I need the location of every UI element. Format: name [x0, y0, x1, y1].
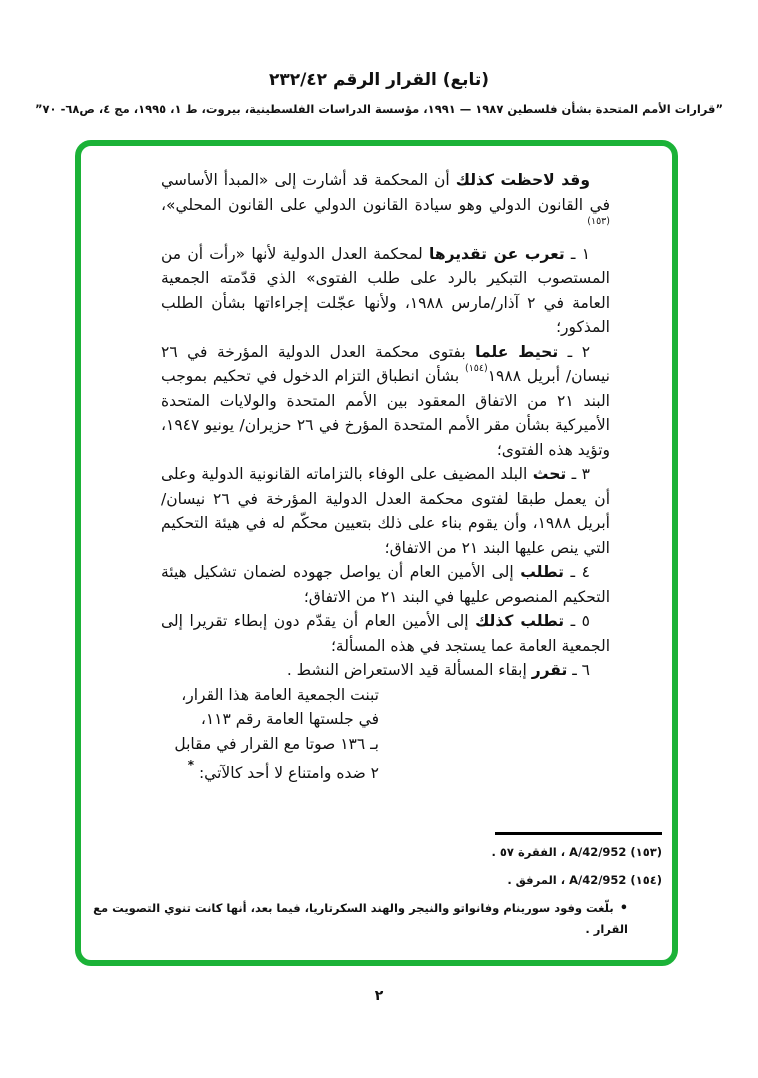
- item-number: ٣ ـ: [571, 465, 590, 483]
- adoption-line: في جلستها العامة رقم ١١٣،: [200, 710, 379, 728]
- item-text: إلى الأمين العام أن يقدّم دون إبطاء تقريرا إلى الجمعية العامة عما يستجد في هذه المسألة؛: [161, 612, 610, 655]
- preamble-text: أن المحكمة قد أشارت إلى «المبدأ الأساسي في القانون الدولي وهو سيادة القانون الدولي على القانون المحلي»،: [161, 171, 610, 214]
- adoption-line: [161, 756, 379, 786]
- item-text: البلد المضيف على الوفاء بالتزاماته القانونية الدولية وعلى أن يعمل طبقا لفتوى محكمة العدل الدولية المؤرخة في ٢٦ نيسان/ أبريل ١٩٨٨، وأن يقوم بناء على ذلك بتعيين محكّم له في هيئة التحكيم التي ينص عليها البند ٢١ من الاتفاق؛: [161, 465, 610, 557]
- item-text: بفتوى محكمة العدل الدولية المؤرخة في ٢٦ نيسان/ أبريل ١٩٨٨: [161, 342, 610, 385]
- green-border-frame: [75, 140, 678, 966]
- footnotes-section: [91, 832, 662, 940]
- footnote-154: (١٥٤) A/42/952 ، المرفق .: [507, 873, 662, 887]
- item-lead: تعرب عن تقديرها: [429, 244, 565, 263]
- source-citation: ”قرارات الأمم المتحدة بشأن فلسطين ١٩٨٧ — ١٩٩١، مؤسسة الدراسات الفلسطينية، بيروت، ط ١، ١٩٩٥، مج ٤، ص٦٨- ٧٠”: [34, 102, 724, 116]
- footnote-asterisk-text: بلّغت وفود سورينام وفانواتو والنيجر والهند السكرتاريا، فيما بعد، أنها كانت تنوي التصويت مع القرار .: [93, 901, 628, 936]
- operative-item-6: [161, 658, 610, 683]
- item-number: ٥ ـ: [570, 612, 590, 630]
- item-text-continued: بشأن انطباق التزام الدخول في تحكيم بموجب البند ٢١ من الاتفاق المعقود بين الأمم المتحدة والولايات المتحدة الأميركية بشأن مقر الأمم المتحدة المؤرخ في ٢٦ حزيران/ يونيو ١٩٤٧، وتؤيد هذه الفتوى؛: [161, 367, 610, 459]
- item-text: لمحكمة العدل الدولية لأنها «رأت أن من المستصوب التبكير بالرد على طلب الفتوى» الذي قدّمته الجمعية العامة في ٢ آذار/مارس ١٩٨٨، ولأنها عجّلت إجراءاتها بشأن الطلب المذكور؛: [161, 244, 610, 336]
- item-lead: تحيط علما: [475, 342, 559, 361]
- footnote-ref-154: (١٥٤): [464, 362, 488, 374]
- bullet-marker: •: [619, 901, 628, 916]
- item-lead: تقرر: [531, 661, 568, 679]
- resolution-body: [161, 168, 610, 786]
- operative-item-5: [161, 609, 610, 658]
- operative-item-4: [161, 560, 610, 609]
- item-lead: تطلب: [520, 563, 564, 581]
- item-number: ٢ ـ: [567, 342, 591, 361]
- adoption-line-text: ٢ ضده وامتناع لا أحد كالآتي:: [198, 764, 379, 783]
- preamble-lead: وقد لاحظت كذلك: [455, 171, 590, 189]
- footnote-divider: [495, 832, 662, 835]
- document-title: (تابع) القرار الرقم ٢٣٢/٤٢: [268, 70, 490, 90]
- item-text: إلى الأمين العام أن يواصل جهوده لضمان تشكيل هيئة التحكيم المنصوص عليها في البند ٢١ من الاتفاق؛: [161, 563, 610, 606]
- item-number: ٤ ـ: [570, 563, 590, 581]
- preamble-paragraph: [161, 168, 610, 242]
- page-number: ٢: [374, 988, 384, 1004]
- item-lead: تطلب كذلك: [475, 612, 565, 630]
- adoption-line: تبنت الجمعية العامة هذا القرار،: [181, 685, 379, 704]
- adoption-note-block: [161, 683, 379, 786]
- operative-item-1: [161, 242, 610, 340]
- item-number: ٦ ـ: [572, 661, 590, 679]
- footnote-ref-153: (١٥٣): [587, 215, 610, 227]
- item-number: ١ ـ: [570, 244, 591, 263]
- item-text: إبقاء المسألة قيد الاستعراض النشط .: [286, 661, 527, 679]
- adoption-line: بـ ١٣٦ صوتا مع القرار في مقابل: [174, 734, 379, 753]
- footnote-153: (١٥٣) A/42/952 ، الفقرة ٥٧ .: [491, 845, 662, 859]
- asterisk-marker: *: [187, 758, 194, 772]
- item-lead: تحث: [532, 465, 567, 483]
- operative-item-2: [161, 340, 610, 463]
- operative-item-3: [161, 462, 610, 560]
- footnote-asterisk: [91, 898, 662, 940]
